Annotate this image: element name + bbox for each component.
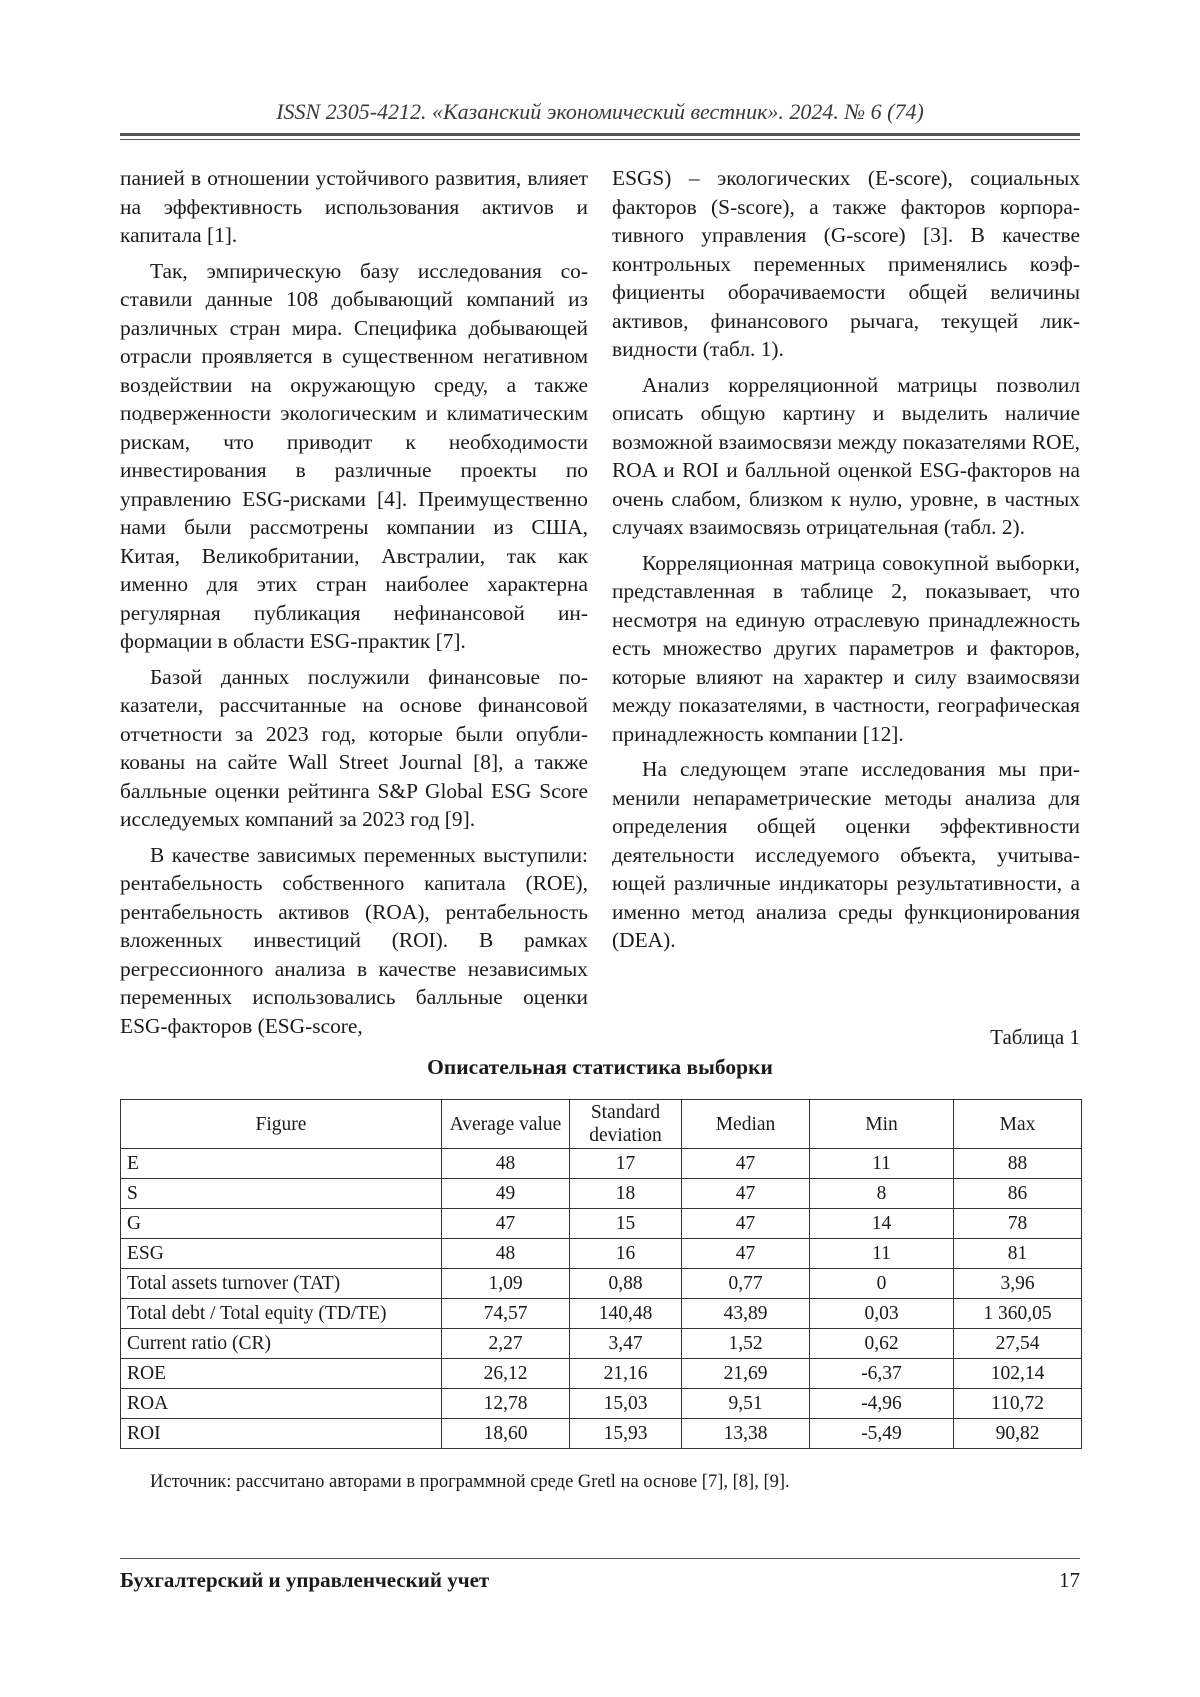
value-cell: 2,27: [442, 1329, 570, 1359]
table-row: [121, 1239, 1082, 1269]
value-cell: 81: [954, 1239, 1082, 1269]
table-row: [121, 1299, 1082, 1329]
value-cell: 47: [682, 1209, 810, 1239]
paragraph: В качестве зависимых переменных выступили: рентабельность собственного капитала (ROE), рентабельность активов (ROA), рентабельность вложенных инвестиций (ROI). В рамках регрессионного анализа в качестве независимых переменных использовались балльные оценки ESG-факторов (ESG-score,: [120, 842, 588, 1038]
value-cell: 18: [570, 1179, 682, 1209]
row-label-cell: S: [121, 1179, 442, 1209]
value-cell: 110,72: [954, 1389, 1082, 1419]
section-title: Бухгалтерский и управленческий учет: [120, 1568, 490, 1592]
value-cell: 18,60: [442, 1419, 570, 1449]
paragraph: ESGS) – экологических (E-score), социальных факторов (S-score), а также факторов корпоративного управления (G-score) [3]. В качестве контрольных переменных применялись коэффициенты оборачиваемости общей величины активов, финансового рычага, текущей ликвидности (табл. 1).: [612, 166, 1080, 361]
value-cell: 1,52: [682, 1329, 810, 1359]
statistics-table: [120, 1099, 1082, 1449]
left-column: [120, 164, 588, 1047]
value-cell: 15,93: [570, 1419, 682, 1449]
row-label-cell: Total assets turnover (TAT): [121, 1269, 442, 1299]
row-label-cell: ROA: [121, 1389, 442, 1419]
value-cell: 13,38: [682, 1419, 810, 1449]
value-cell: 11: [810, 1149, 954, 1179]
paragraph: Корреляционная матрица совокупной выборки, представленная в таблице 2, показывает, что несмотря на единую отраслевую принадлежность есть множество других параметров и факторов, которые влияют на характер и силу взаимосвязи между показателями, в частности, географическая принадлежность компании [12].: [612, 550, 1080, 746]
value-cell: 1 360,05: [954, 1299, 1082, 1329]
value-cell: 0,88: [570, 1269, 682, 1299]
row-label-cell: ESG: [121, 1239, 442, 1269]
table-row: [121, 1389, 1082, 1419]
table-body: [121, 1149, 1082, 1449]
value-cell: 49: [442, 1179, 570, 1209]
value-cell: 0: [810, 1269, 954, 1299]
column-header: Min: [810, 1100, 954, 1149]
value-cell: 78: [954, 1209, 1082, 1239]
value-cell: 74,57: [442, 1299, 570, 1329]
table-header-row: [121, 1100, 1082, 1149]
value-cell: -5,49: [810, 1419, 954, 1449]
column-header: Median: [682, 1100, 810, 1149]
row-label-cell: G: [121, 1209, 442, 1239]
paragraph: На следующем этапе исследования мы применили непараметрические методы анализа для определения общей оценки эффективности деятельности исследуемого объекта, учитывающей различные индикаторы результативности, а именно метод анализа среды функционирования (DEA).: [612, 757, 1080, 952]
column-header: Max: [954, 1100, 1082, 1149]
row-label-cell: ROE: [121, 1359, 442, 1389]
value-cell: 26,12: [442, 1359, 570, 1389]
value-cell: 8: [810, 1179, 954, 1209]
value-cell: 15,03: [570, 1389, 682, 1419]
table-row: [121, 1209, 1082, 1239]
value-cell: 0,62: [810, 1329, 954, 1359]
value-cell: 86: [954, 1179, 1082, 1209]
page-number: 17: [1059, 1568, 1080, 1592]
header-rule-thick: [120, 133, 1080, 136]
value-cell: 1,09: [442, 1269, 570, 1299]
paragraph: Анализ корреляционной матрицы позволил описать общую картину и выделить наличие возможной взаимосвязи между показателями ROE, ROA и ROI и балльной оценкой ESG-факторов на очень слабом, близком к нулю, уровне, в частных случаях взаимосвязь отрицательная (табл. 2).: [612, 372, 1080, 539]
value-cell: 48: [442, 1149, 570, 1179]
value-cell: 48: [442, 1239, 570, 1269]
value-cell: 88: [954, 1149, 1082, 1179]
value-cell: 11: [810, 1239, 954, 1269]
table-row: [121, 1179, 1082, 1209]
footer-rule: [120, 1558, 1080, 1559]
table-row: [121, 1419, 1082, 1449]
value-cell: 15: [570, 1209, 682, 1239]
table-row: [121, 1269, 1082, 1299]
value-cell: 12,78: [442, 1389, 570, 1419]
row-label-cell: E: [121, 1149, 442, 1179]
right-column: [612, 164, 1080, 962]
column-header: Standard deviation: [570, 1100, 682, 1149]
value-cell: 21,69: [682, 1359, 810, 1389]
value-cell: 47: [442, 1209, 570, 1239]
column-header: Average value: [442, 1100, 570, 1149]
value-cell: 3,47: [570, 1329, 682, 1359]
row-label-cell: Current ratio (CR): [121, 1329, 442, 1359]
value-cell: 27,54: [954, 1329, 1082, 1359]
value-cell: 47: [682, 1179, 810, 1209]
table-row: [121, 1149, 1082, 1179]
journal-header: ISSN 2305-4212. «Казанский экономический вестник». 2024. № 6 (74): [276, 99, 924, 124]
column-header: Figure: [121, 1100, 442, 1149]
table-row: [121, 1329, 1082, 1359]
table-number: Таблица 1: [990, 1025, 1080, 1049]
value-cell: -6,37: [810, 1359, 954, 1389]
value-cell: 47: [682, 1149, 810, 1179]
value-cell: 47: [682, 1239, 810, 1269]
row-label-cell: Total debt / Total equity (TD/TE): [121, 1299, 442, 1329]
value-cell: 3,96: [954, 1269, 1082, 1299]
value-cell: 90,82: [954, 1419, 1082, 1449]
paragraph: Так, эмпирическую базу исследования составили данные 108 добывающий компаний из различных стран мира. Специфика добывающей отрасли проявляется в существенном негативном воздействии на окружающую среду, а также подверженности экологическим и климатическим рискам, что приводит к необходимости инвестирования в различные проекты по управлению ESG-рисками [4]. Преимущественно нами были рассмотрены компании из США, Китая, Великобритании, Австралии, так как именно для этих стран наиболее характерна регулярная публикация нефинансовой информации в области ESG-практик [7].: [120, 258, 588, 653]
value-cell: 0,03: [810, 1299, 954, 1329]
value-cell: 140,48: [570, 1299, 682, 1329]
value-cell: 43,89: [682, 1299, 810, 1329]
value-cell: 17: [570, 1149, 682, 1179]
value-cell: 14: [810, 1209, 954, 1239]
table-source-note: Источник: рассчитано авторами в программной среде Gretl на основе [7], [8], [9].: [150, 1472, 790, 1492]
value-cell: 102,14: [954, 1359, 1082, 1389]
value-cell: 21,16: [570, 1359, 682, 1389]
table-row: [121, 1359, 1082, 1389]
table-title: Описательная статистика выборки: [427, 1055, 773, 1079]
value-cell: 16: [570, 1239, 682, 1269]
value-cell: 0,77: [682, 1269, 810, 1299]
paragraph: Базой данных послужили финансовые показатели, рассчитанные на основе финансовой отчетности за 2023 год, которые были опубликованы на сайте Wall Street Journal [8], а также балльные оценки рейтинга S&P Global ESG Score исследуемых компаний за 2023 год [9].: [120, 664, 588, 831]
row-label-cell: ROI: [121, 1419, 442, 1449]
paragraph: панией в отношении устойчивого развития, влияет на эффективность использования актиvов и капитала [1].: [120, 166, 588, 247]
value-cell: 9,51: [682, 1389, 810, 1419]
value-cell: -4,96: [810, 1389, 954, 1419]
header-rule-thin: [120, 139, 1080, 140]
